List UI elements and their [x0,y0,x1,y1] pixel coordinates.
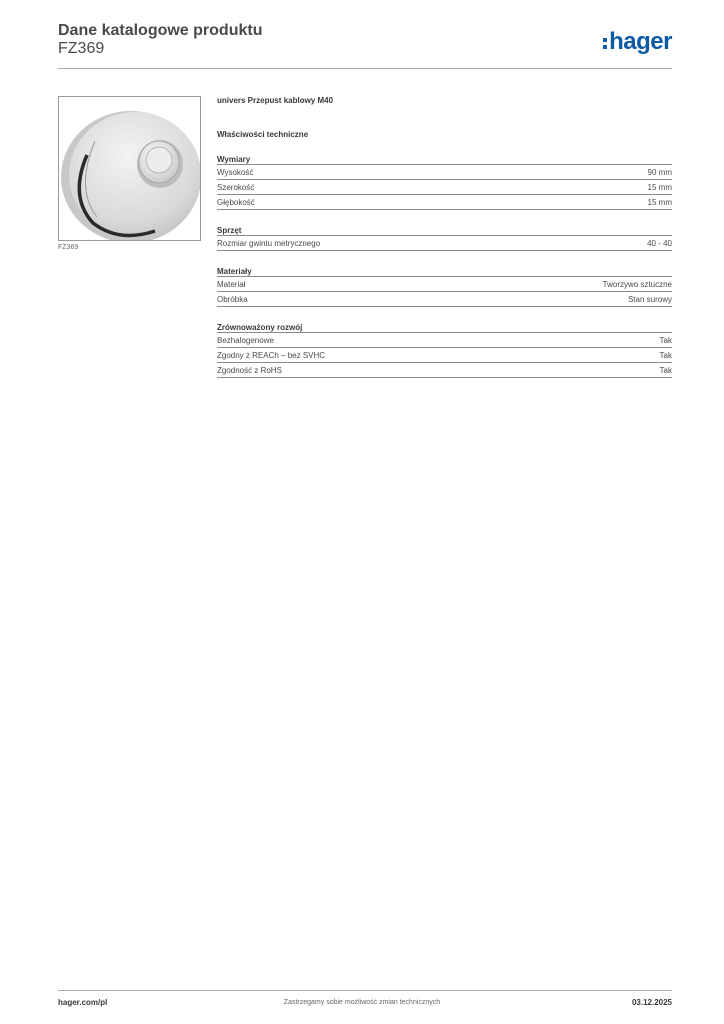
spec-value: 15 mm [647,182,672,192]
document-title: Dane katalogowe produktu [58,22,263,39]
footer-disclaimer: Zastrzegamy sobie możliwość zmian technicznych [283,999,441,1006]
spec-value: Stan surowy [627,294,672,304]
spec-label: Szerokość [217,182,255,192]
spec-row [217,292,672,307]
section-heading: Sprzęt [217,226,672,236]
spec-row [217,277,672,292]
section-heading: Materiały [217,267,672,277]
product-name: univers Przepust kablowy M40 [217,96,334,105]
image-caption: FZ369 [58,244,79,251]
spec-label: Obróbka [217,294,248,304]
spec-value: Tak [659,335,672,345]
spec-label: Rozmiar gwintu metrycznego [217,238,321,248]
spec-value: Tak [659,365,672,375]
footer-divider [58,990,672,991]
cable-gland-illustration [59,97,200,240]
spec-label: Zgodność z RoHS [217,365,282,375]
spec-label: Materiał [217,279,246,289]
spec-value: Tak [659,350,672,360]
spec-label: Zgodny z REACh – bez SVHC [217,350,326,360]
spec-value: 15 mm [647,197,672,207]
header-divider [58,68,672,69]
spec-row [217,333,672,348]
spec-row [217,165,672,180]
section-heading: Zrównoważony rozwój [217,323,672,333]
section-materials [217,267,672,307]
spec-row [217,236,672,251]
spec-value: 40 - 40 [647,238,672,248]
spec-label: Wysokość [217,167,254,177]
technical-properties-title: Właściwości techniczne [217,130,309,139]
section-heading: Wymiary [217,155,672,165]
spec-row [217,195,672,210]
page-header [58,22,672,68]
spec-value: 90 mm [647,167,672,177]
logo-dots-icon [603,38,607,49]
spec-label: Bezhalogenowe [217,335,274,345]
spec-row [217,348,672,363]
product-image [58,96,201,241]
spec-row [217,180,672,195]
hager-logo [603,28,672,56]
section-sustainability [217,323,672,378]
spec-row [217,363,672,378]
section-dimensions [217,155,672,210]
product-details [217,96,672,378]
logo-text: hager [609,28,672,55]
spec-label: Głębokość [217,197,255,207]
footer-website-link[interactable]: hager.com/pl [58,998,108,1007]
spec-value: Tworzywo sztuczne [602,279,672,289]
product-code: FZ369 [58,40,105,57]
footer-date: 03.12.2025 [631,998,672,1007]
section-hardware [217,226,672,251]
